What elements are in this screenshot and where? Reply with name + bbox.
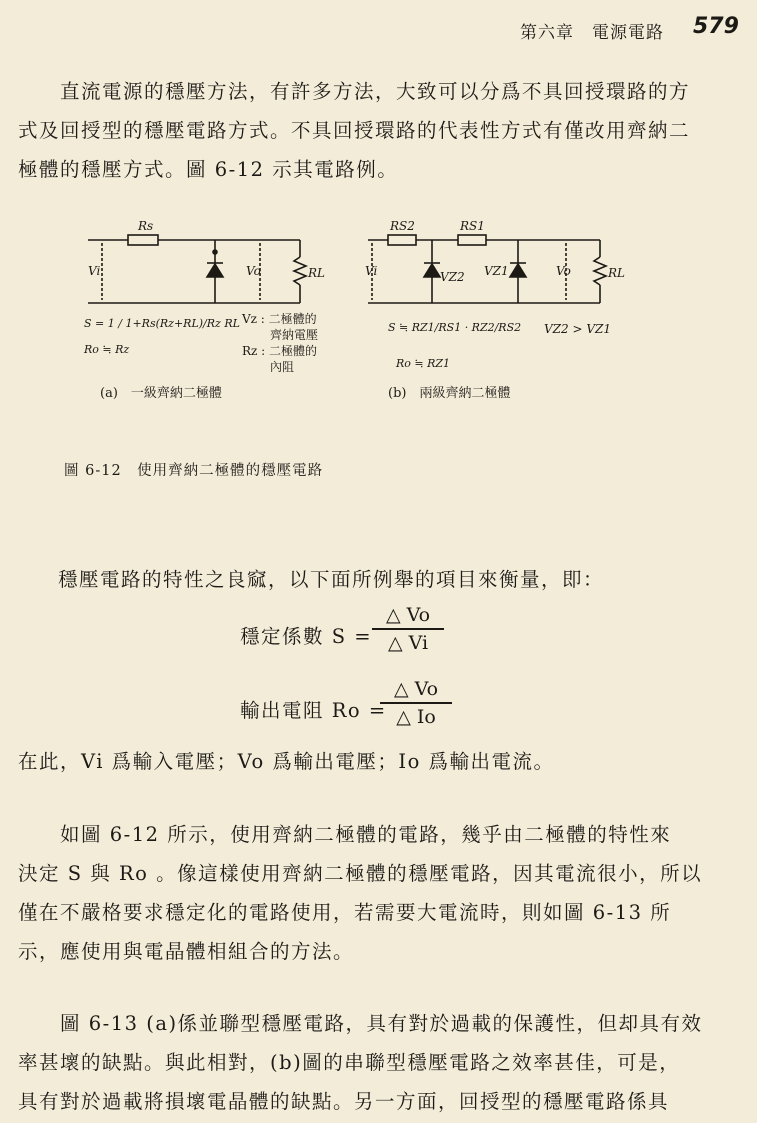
label-vo: Vo — [246, 264, 261, 278]
paragraph-criteria: 穩壓電路的特性之良窳，以下面所例舉的項目來衡量，即： — [58, 568, 605, 591]
text-line: 圖 6-13 (a)係並聯型穩壓電路，具有對於過載的保護性，但却具有效 — [18, 1012, 703, 1035]
formula-ro-a: Ro ≒ Rz — [84, 343, 130, 356]
text-line: 極體的穩壓方式。圖 6-12 示其電路例。 — [18, 158, 399, 181]
label-vi: Vi — [88, 264, 101, 278]
text-line: 式及回授型的穩壓電路方式。不具回授環路的代表性方式有僅改用齊納二 — [18, 119, 691, 142]
stability-denominator: △ Vi — [387, 632, 429, 654]
text-line: 僅在不嚴格要求穩定化的電路使用，若需要大電流時，則如圖 6-13 所 — [18, 901, 672, 924]
paragraph-intro — [18, 72, 740, 189]
label-vo-b: Vo — [556, 264, 571, 278]
formula-ro-b: Ro ≒ RZ1 — [396, 357, 451, 370]
paragraph-definitions: 在此，Vi 爲輸入電壓；Vo 爲輸出電壓；Io 爲輸出電流。 — [18, 750, 555, 773]
circuit-a — [88, 235, 306, 303]
note-rz-2: 內阻 — [270, 360, 295, 374]
paragraph-shunt-series — [18, 1004, 740, 1121]
text-line: 率甚壞的缺點。與此相對，(b)圖的串聯型穩壓電路之效率甚佳，可是， — [18, 1051, 681, 1074]
label-rs1: RS1 — [460, 219, 485, 233]
note-vz-1: Vz : 二極體的 — [242, 312, 317, 326]
label-rs: Rs — [138, 219, 154, 233]
label-vz2: VZ2 — [440, 270, 465, 284]
formula-s-b: S ≒ RZ1/RS1 · RZ2/RS2 — [388, 321, 522, 334]
label-vz1: VZ1 — [484, 264, 509, 278]
chapter-header: 第六章 電源電路 — [520, 23, 664, 43]
stability-fraction — [372, 604, 444, 654]
zener-diode-icon — [510, 264, 526, 277]
figure-caption: 圖 6-12 使用齊納二極體的穩壓電路 — [64, 463, 324, 479]
stability-label: 穩定係數 S = — [240, 625, 373, 648]
zener-diode-icon — [424, 264, 440, 277]
text-line: 決定 S 與 Ro 。像這樣使用齊納二極體的穩壓電路，因其電流很小，所以 — [18, 862, 703, 885]
text-line: 直流電源的穩壓方法，有許多方法，大致可以分爲不具回授環路的方 — [18, 80, 691, 103]
output-resistance-fraction — [380, 678, 452, 728]
label-rs2: RS2 — [390, 219, 415, 233]
label-rl: RL — [308, 266, 326, 280]
output-resistance-numerator: △ Vo — [393, 678, 439, 700]
label-rl-b: RL — [608, 266, 626, 280]
text-line: 示，應使用與電晶體相組合的方法。 — [18, 940, 355, 963]
text-line: 具有對於過載將損壞電晶體的缺點。另一方面，回授型的穩壓電路係具 — [18, 1090, 670, 1113]
stability-numerator: △ Vo — [385, 604, 431, 626]
page-number: 579 — [693, 14, 739, 39]
rs-resistor — [128, 235, 158, 245]
caption-b: (b) 兩級齊納二極體 — [388, 386, 511, 401]
caption-a: (a) 一級齊納二極體 — [100, 386, 222, 401]
paragraph-zener-discussion — [18, 815, 740, 971]
label-vi-b: Vi — [365, 264, 378, 278]
zener-circuit-figure — [70, 205, 670, 410]
output-resistance-denominator: △ Io — [396, 706, 436, 728]
text-line: 如圖 6-12 所示，使用齊納二極體的電路，幾乎由二極體的特性來 — [18, 823, 672, 846]
formula-s-a: S = 1 / 1+Rs(Rz+RL)/Rz RL — [84, 317, 240, 330]
zener-diode-icon — [207, 264, 223, 277]
note-rz-1: Rz : 二極體的 — [242, 344, 318, 358]
note-vz-2: 齊納電壓 — [270, 328, 319, 342]
condition-vz: VZ2 > VZ1 — [544, 322, 611, 336]
rs2-resistor — [388, 235, 416, 245]
rs1-resistor — [458, 235, 486, 245]
output-resistance-label: 輸出電阻 Ro = — [240, 699, 387, 722]
